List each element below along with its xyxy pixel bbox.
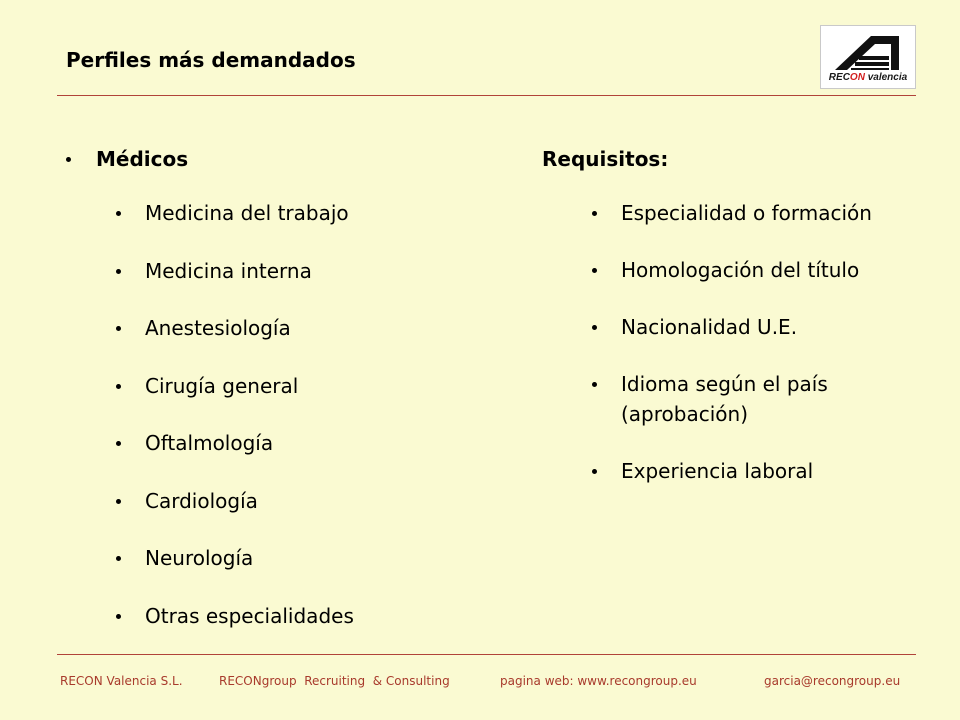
list-item — [116, 313, 354, 371]
list-item — [116, 256, 354, 314]
specialty-label: Cardiología — [145, 488, 258, 513]
requisitos-heading: Requisitos: — [542, 147, 669, 171]
logo-rec-text: REC — [828, 72, 850, 83]
requirement-label: Nacionalidad U.E. — [621, 315, 798, 339]
specialty-label: Oftalmología — [145, 431, 274, 455]
bullet-dot — [116, 211, 121, 216]
requirement-label: Homologación del título — [621, 258, 860, 282]
logo-city-text: valencia — [867, 72, 908, 83]
bullet-dot — [592, 268, 597, 273]
title-divider — [57, 95, 916, 96]
footer-website: pagina web: www.recongroup.eu — [500, 674, 697, 688]
slide-title: Perfiles más demandados — [66, 48, 356, 72]
logo-wordmark — [821, 72, 915, 84]
specialty-label: Medicina interna — [145, 258, 312, 283]
list-item — [116, 428, 354, 486]
list-item — [592, 456, 872, 486]
medicos-heading: Médicos — [96, 147, 189, 171]
bullet-dot — [116, 269, 121, 274]
bullet-dot — [116, 441, 121, 446]
list-item — [592, 255, 872, 285]
list-item — [592, 312, 872, 342]
specialty-label: Anestesiología — [145, 316, 291, 340]
specialty-label: Medicina del trabajo — [145, 201, 349, 225]
bullet-dot — [116, 614, 121, 619]
bullet-dot — [592, 382, 597, 387]
list-item — [116, 601, 354, 659]
footer-group: RECONgroup Recruiting & Consulting — [219, 674, 450, 688]
requirement-label: Experiencia laboral — [621, 459, 814, 483]
footer-divider — [57, 654, 916, 655]
list-item — [116, 371, 354, 429]
footer-email: garcia@recongroup.eu — [764, 674, 901, 688]
requirement-label: Idioma según el país (aprobación) — [621, 372, 828, 426]
bullet-dot — [592, 469, 597, 474]
bullet-dot — [592, 325, 597, 330]
list-item — [116, 543, 354, 601]
list-item — [592, 369, 872, 429]
specialty-label: Otras especialidades — [145, 603, 354, 628]
requirement-label: Especialidad o formación — [621, 201, 872, 225]
list-item — [592, 198, 872, 228]
list-item — [116, 198, 354, 256]
bullet-dot — [592, 211, 597, 216]
bullet-dot — [116, 384, 121, 389]
specialty-label: Neurología — [145, 546, 254, 570]
bullet-dot — [116, 499, 121, 504]
footer-company: RECON Valencia S.L. — [60, 674, 183, 688]
bullet-dot — [116, 326, 121, 331]
specialties-list — [116, 198, 354, 658]
logo-on-text: ON — [849, 72, 865, 83]
list-item — [116, 486, 354, 544]
specialty-label: Cirugía general — [145, 373, 299, 398]
recon-logo — [820, 25, 916, 89]
bullet-dot — [116, 556, 121, 561]
bullet-dot — [66, 157, 71, 162]
requirements-list — [592, 198, 872, 513]
